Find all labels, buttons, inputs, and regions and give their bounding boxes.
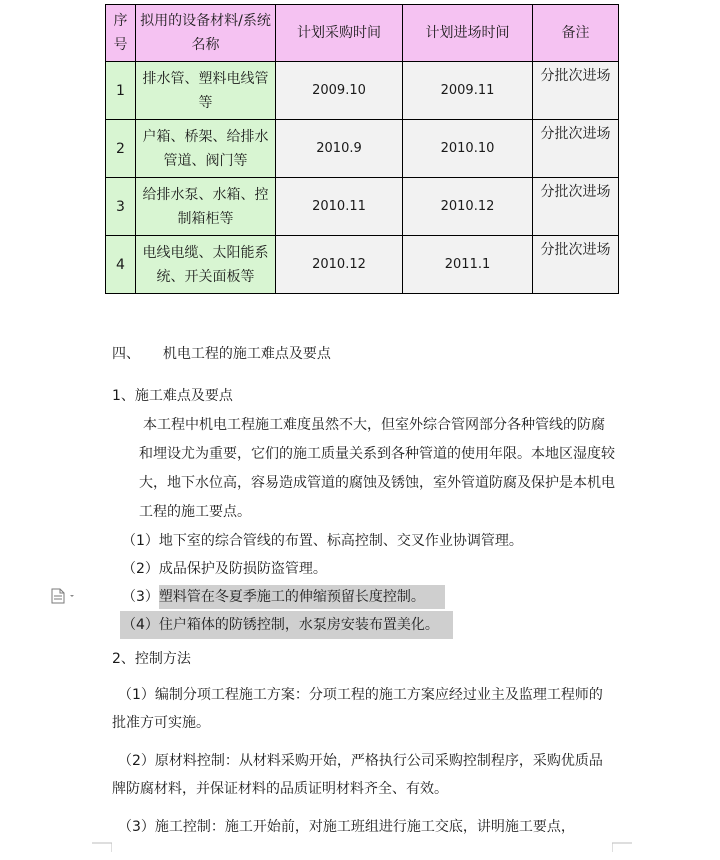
cell-purchase: 2010.9 <box>276 120 403 178</box>
header-name: 拟用的设备材料/系统名称 <box>136 5 276 62</box>
cell-note: 分批次进场 <box>533 120 619 178</box>
cell-entry: 2010.12 <box>403 178 533 236</box>
section-heading-text: 机电工程的施工难点及要点 <box>162 346 331 362</box>
method-line: 牌防腐材料，并保证材料的品质证明材料齐全、有效。 <box>112 781 448 797</box>
header-entry: 计划进场时间 <box>403 5 533 62</box>
list-item <box>122 587 445 607</box>
method-line: （1）编制分项工程施工方案：分项工程的施工方案应经过业主及监理工程师的 <box>118 687 603 703</box>
method-line: （3）施工控制：施工开始前，对施工班组进行施工交底，讲明施工要点， <box>118 819 575 835</box>
page-corner-mark-right <box>612 842 632 852</box>
table-row <box>106 236 619 294</box>
section-heading-number: 四、 <box>112 346 140 362</box>
cell-note: 分批次进场 <box>533 236 619 294</box>
list-item: （1）地下室的综合管线的布置、标高控制、交叉作业协调管理。 <box>122 533 523 549</box>
cell-no: 2 <box>106 120 136 178</box>
cell-note: 分批次进场 <box>533 62 619 120</box>
difficulties-paragraph <box>139 411 617 527</box>
table-row <box>106 178 619 236</box>
list-item-number: （3） <box>122 589 159 605</box>
list-item: （2）成品保护及防损防盗管理。 <box>122 561 327 577</box>
equipment-schedule-table <box>105 4 619 294</box>
cell-name: 电线电缆、太阳能系统、开关面板等 <box>136 236 276 294</box>
header-no: 序号 <box>106 5 136 62</box>
table-row <box>106 62 619 120</box>
cell-note: 分批次进场 <box>533 178 619 236</box>
method-line: （2）原材料控制：从材料采购开始，严格执行公司采购控制程序，采购优质品 <box>118 753 603 769</box>
table-row <box>106 120 619 178</box>
cell-entry: 2011.1 <box>403 236 533 294</box>
page-corner-mark-left <box>92 842 112 852</box>
list-item-highlighted-text: 塑料管在冬夏季施工的伸缩预留长度控制。 <box>159 585 445 609</box>
table-header-row <box>106 5 619 62</box>
cell-entry: 2009.11 <box>403 62 533 120</box>
method-line: 批准方可实施。 <box>112 715 210 731</box>
document-icon[interactable] <box>50 588 80 604</box>
header-purchase: 计划采购时间 <box>276 5 403 62</box>
cell-name: 排水管、塑料电线管等 <box>136 62 276 120</box>
cell-name: 给排水泵、水箱、控制箱柜等 <box>136 178 276 236</box>
cell-no: 1 <box>106 62 136 120</box>
cell-no: 4 <box>106 236 136 294</box>
cell-name: 户箱、桥架、给排水管道、阀门等 <box>136 120 276 178</box>
cell-entry: 2010.10 <box>403 120 533 178</box>
cell-no: 3 <box>106 178 136 236</box>
cell-purchase: 2010.11 <box>276 178 403 236</box>
difficulties-text: 本工程中机电工程施工难度虽然不大，但室外综合管网部分各种管线的防腐和埋设尤为重要，它们的施工质量关系到各种管道的使用年限。本地区湿度较大，地下水位高，容易造成管道的腐蚀及锈蚀，室外管道防腐及保护是本机电工程的施工要点。 <box>139 417 615 520</box>
header-note: 备注 <box>533 5 619 62</box>
cell-purchase: 2009.10 <box>276 62 403 120</box>
list-item-highlighted: （4）住户箱体的防锈控制，水泵房安装布置美化。 <box>120 611 453 639</box>
subheading-difficulties: 1、施工难点及要点 <box>112 388 233 404</box>
subheading-control-methods: 2、控制方法 <box>112 651 191 667</box>
section-heading <box>112 344 331 364</box>
cell-purchase: 2010.12 <box>276 236 403 294</box>
